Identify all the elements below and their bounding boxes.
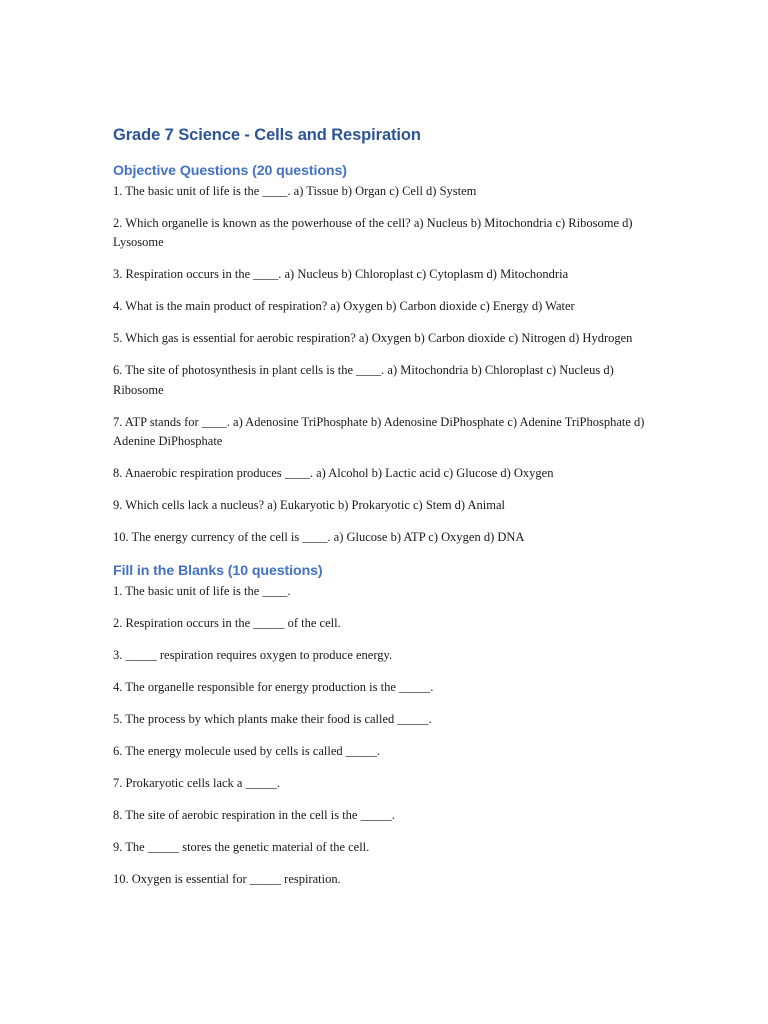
fill-blank-question-4: 4. The organelle responsible for energy production is the _____. <box>113 679 434 694</box>
objective-question-2: 2. Which organelle is known as the powerhouse of the cell? a) Nucleus b) Mitochondria c) Ribosome d) Lysosome <box>113 216 633 250</box>
document-title: Grade 7 Science - Cells and Respiration <box>113 126 421 144</box>
objective-question-5: 5. Which gas is essential for aerobic respiration? a) Oxygen b) Carbon dioxide c) Nitrogen d) Hydrogen <box>113 331 633 346</box>
objective-question-10: 10. The energy currency of the cell is ____. a) Glucose b) ATP c) Oxygen d) DNA <box>113 530 525 545</box>
document-body <box>113 124 658 889</box>
fill-blank-question-1: 1. The basic unit of life is the ____. <box>113 583 291 598</box>
objective-question-6: 6. The site of photosynthesis in plant cells is the ____. a) Mitochondria b) Chloroplast c) Nucleus d) Ribosome <box>113 363 614 397</box>
fill-blank-question-8: 8. The site of aerobic respiration in the cell is the _____. <box>113 807 395 822</box>
fill-in-blanks-list <box>113 582 658 889</box>
objective-question-8: 8. Anaerobic respiration produces ____. a) Alcohol b) Lactic acid c) Glucose d) Oxygen <box>113 466 554 481</box>
fill-blank-question-6: 6. The energy molecule used by cells is called _____. <box>113 743 381 758</box>
fill-in-blanks-heading: Fill in the Blanks (10 questions) <box>113 562 323 579</box>
objective-question-4: 4. What is the main product of respiration? a) Oxygen b) Carbon dioxide c) Energy d) Water <box>113 299 575 314</box>
objective-question-list <box>113 182 658 548</box>
fill-blank-question-7: 7. Prokaryotic cells lack a _____. <box>113 775 280 790</box>
objective-question-1: 1. The basic unit of life is the ____. a) Tissue b) Organ c) Cell d) System <box>113 184 477 198</box>
fill-blank-question-5: 5. The process by which plants make their food is called _____. <box>113 711 432 726</box>
fill-blank-question-3: 3. _____ respiration requires oxygen to produce energy. <box>113 647 393 662</box>
fill-blank-question-10: 10. Oxygen is essential for _____ respiration. <box>113 871 341 886</box>
fill-blank-question-9: 9. The _____ stores the genetic material of the cell. <box>113 839 370 854</box>
fill-blank-question-2: 2. Respiration occurs in the _____ of the cell. <box>113 615 341 630</box>
objective-questions-heading: Objective Questions (20 questions) <box>113 163 347 179</box>
objective-question-7: 7. ATP stands for ____. a) Adenosine TriPhosphate b) Adenosine DiPhosphate c) Adenine TriPhosphate d) Adenine DiPhosphate <box>113 414 645 449</box>
objective-question-3: 3. Respiration occurs in the ____. a) Nucleus b) Chloroplast c) Cytoplasm d) Mitochondria <box>113 267 569 282</box>
objective-question-9: 9. Which cells lack a nucleus? a) Eukaryotic b) Prokaryotic c) Stem d) Animal <box>113 498 506 513</box>
